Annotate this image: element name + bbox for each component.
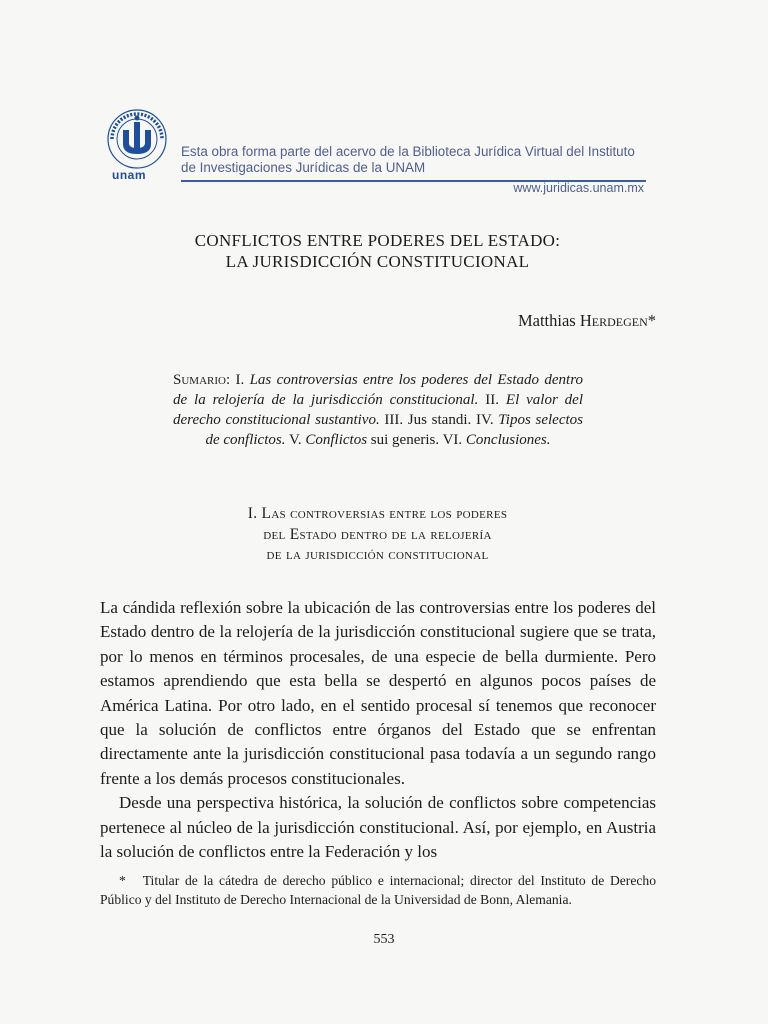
paragraph: La cándida reflexión sobre la ubicación de las controversias entre los poderes del Estado dentro de la relojería de la jurisdicción constitucional sugiere que se trata, por lo menos en términos procesales, de una especie de bella durmiente. Pero estamos aprendiendo que esta bella se despertó en algunos pocos países de América Latina. Por otro lado, en el sentido procesal sí tenemos que reconocer que la solución de conflictos entre órganos del Estado que se enfrentan directamente ante la jurisdicción constitucional pasa todavía a un segundo rango frente a los demás procesos constitucionales.	[100, 598, 656, 788]
body-text	[100, 596, 656, 864]
iij-emblem-icon	[106, 108, 168, 170]
library-notice: Esta obra forma parte del acervo de la Biblioteca Jurídica Virtual del Instituto de Investigaciones Jurídicas de la UNAM	[181, 144, 635, 175]
unam-iij-logo	[106, 108, 168, 188]
footnote: * Titular de la cátedra de derecho público e internacional; director del Instituto de Derecho Público y del Instituto de Derecho Internacional de la Universidad de Bonn, Alemania.	[100, 873, 656, 907]
summary: Sumario: I. Las controversias entre los poderes del Estado dentro de la relojería de la jurisdicción constitucional. II. El valor del derecho constitucional sustantivo. III. Jus standi. IV. Tipos selectos de conflictos. V. Conflictos sui generis. VI. Conclusiones.	[173, 372, 584, 448]
website-link[interactable]: www.juridicas.unam.mx	[513, 181, 644, 195]
article-title: CONFLICTOS ENTRE PODERES DEL ESTADO: LA JURISDICCIÓN CONSTITUCIONAL	[194, 231, 561, 271]
logo-wordmark: unam	[112, 168, 147, 182]
paragraph: Desde una perspectiva histórica, la solución de conflictos sobre competencias pertenece al núcleo de la jurisdicción constitucional. Así, por ejemplo, en Austria la solución de conflictos entre la Federación y los	[100, 793, 656, 862]
author-name: Matthias Herdegen*	[517, 311, 656, 330]
section-heading: I. Las controversias entre los poderes del Estado dentro de la relojería de la jurisdicción constitucional	[247, 505, 508, 563]
page-number: 553	[373, 932, 395, 947]
header	[106, 108, 646, 198]
